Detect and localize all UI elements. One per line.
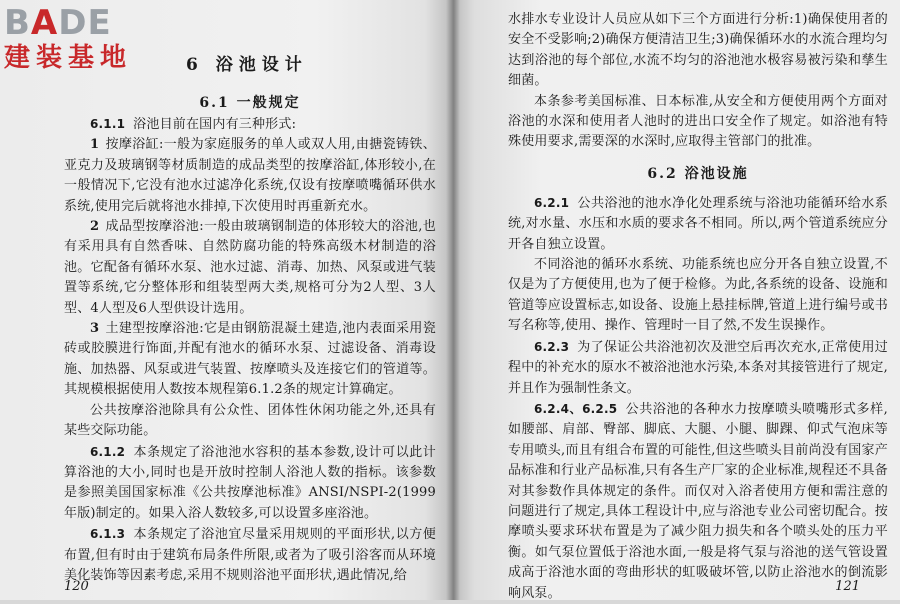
- paragraph: [64, 401, 436, 442]
- paragraph: [508, 10, 888, 92]
- paragraph-text: 按摩浴缸:一般为家庭服务的单人或双人用,由搪瓷铸铁、亚克力及玻璃钢等材质制造的成品类型的按摩浴缸,体形较小,在一般情况下,它没有池水过滤净化系统,仅设有按摩喷嘴循环供水系统,使用完后就将池水排掉,下次使用时再重新充水。: [64, 137, 436, 214]
- logo-wordmark: BADE: [4, 3, 112, 43]
- paragraph: [508, 255, 888, 337]
- paragraph: [508, 193, 888, 255]
- section-title-6-2: 6.2 浴池设施: [647, 165, 749, 182]
- bade-logo: [4, 4, 172, 84]
- paragraph-text: 本条参考美国标准、日本标准,从安全和方便使用两个方面对浴池的水深和使用者人池时的进出口安全作了规定。如浴池有特殊使用要求,需要深的水深时,应取得主管部门的批准。: [508, 93, 888, 150]
- paragraph: [64, 319, 436, 401]
- paragraph-text: 本条规定了浴池池水容积的基本参数,设计可以此计算浴池的大小,同时也是开放时控制人浴池人数的指标。该参数是参照美国国家标准《公共按摩池标准》ANSI/NSPI-2(1999年版)制定的。如果入浴人数较多,可以设置多座浴池。: [64, 444, 436, 521]
- paragraph: [64, 135, 436, 217]
- page-number-left: 120: [64, 579, 89, 594]
- item-number: 2: [90, 219, 100, 235]
- paragraph: [64, 524, 436, 586]
- item-number: 1: [90, 137, 100, 153]
- paragraph-text: 土建型按摩浴池:它是由钢筋混凝土建造,池内表面采用瓷砖或胶膜进行饰面,并配有池水的循环水泵、过滤设备、消毒设施、加热器、风泵或进气装置、按摩喷头及连接它们的管道等。其规模根据使用人数按本规程第6.1.2条的规定计算确定。: [64, 321, 436, 398]
- right-paragraphs: [508, 193, 888, 604]
- paragraph-text: 公共浴池的池水净化处理系统与浴池功能循环给水系统,对水量、水压和水质的要求各不相同。所以,两个管道系统应分开各自独立设置。: [508, 195, 888, 252]
- clause-number: 6.1.1: [90, 117, 126, 131]
- paragraph: [508, 92, 888, 153]
- page-number-right: 121: [835, 579, 860, 594]
- paragraph-text: 浴池目前在国内有三种形式:: [133, 117, 297, 132]
- clause-number: 6.2.4、6.2.5: [534, 401, 618, 416]
- chapter-title: 6 浴池设计: [186, 55, 308, 75]
- paragraph: [508, 399, 888, 604]
- paragraph-text: 为了保证公共浴池初次及泄空后再次充水,正常使用过程中的补充水的原水不被浴池池水污染,本条对其接管进行了规定,并且作为强制性条文。: [508, 339, 888, 396]
- clause-number: 6.2.1: [534, 195, 570, 210]
- clause-number: 6.2.3: [534, 339, 570, 354]
- paragraph: [64, 114, 436, 135]
- paragraph-text: 本条规定了浴池宜尽量采用规则的平面形状,以方便布置,但有时由于建筑布局条件所限,或者为了吸引浴客而从环境美化装饰等因素考虑,采用不规则浴池平面形状,遇此情况,给: [64, 527, 436, 583]
- paragraph-text: 公共按摩浴池除具有公众性、团体性休闲功能之外,还具有某些交际功能。: [64, 402, 436, 439]
- paragraph: [64, 442, 436, 525]
- paragraph-text: 成品型按摩浴池:一般由玻璃钢制造的体形较大的浴池,也有采用具有自然香味、自然防腐功能的特殊高级木材制造的浴池。它配备有循环水泵、池水过滤、消毒、加热、风泵或进气装置等系统,它分整体形和组装型两大类,规格可分为2人型、3人型、4人型及6人型供设计选用。: [64, 219, 436, 316]
- left-page-body: [64, 92, 436, 586]
- paragraph: [64, 217, 436, 319]
- paragraph-text: 水排水专业设计人员应从如下三个方面进行分析:1)确保使用者的安全不受影响;2)确保方便清洁卫生;3)确保循环水的水流合理均匀达到浴池的每个部位,水流不均匀的浴池池水极容易被污染和孳生细菌。: [508, 12, 888, 89]
- paragraph-text: 公共浴池的各种水力按摩喷头喷嘴形式多样,如腰部、肩部、臀部、脚底、大腿、小腿、脚踝、仰式气泡床等专用喷头,而且有组合布置的可能性,但这些喷头目前尚没有国家产品标准和行业产品标准,只有各生产厂家的企业标准,规程还不具备对其参数作具体规定的条件。而仅对入浴者使用方便和需注意的问题进行了规定,具体工程设计中,应与浴池专业公司密切配合。按摩喷头要求环状布置是为了减少阻力损失和各个喷头处的压力平衡。如气泵位置低于浴池水面,一般是将气泵与浴池的送气管设置成高于浴池水面的弯曲形状的虹吸破坏管,以防止浴池水的倒流影响风泵。: [508, 401, 888, 601]
- right-page-body: [508, 10, 888, 604]
- logo-chinese: 建装基地: [4, 43, 133, 73]
- right-paragraphs-top: [508, 10, 888, 153]
- left-paragraphs: [64, 114, 436, 586]
- clause-number: 6.1.3: [90, 527, 126, 542]
- paragraph: [508, 337, 888, 399]
- clause-number: 6.1.2: [90, 444, 126, 459]
- item-number: 3: [90, 321, 100, 337]
- paragraph-text: 不同浴池的循环水系统、功能系统也应分开各自独立设置,不仅是为了方便使用,也为了便于检修。为此,各系统的设备、设施和管道等应设置标志,如设备、设施上悬挂标牌,管道上进行编号或书写名称等,使用、操作、管理时一目了然,不发生误操作。: [508, 257, 888, 334]
- section-title-6-1: 6.1 一般规定: [199, 95, 301, 111]
